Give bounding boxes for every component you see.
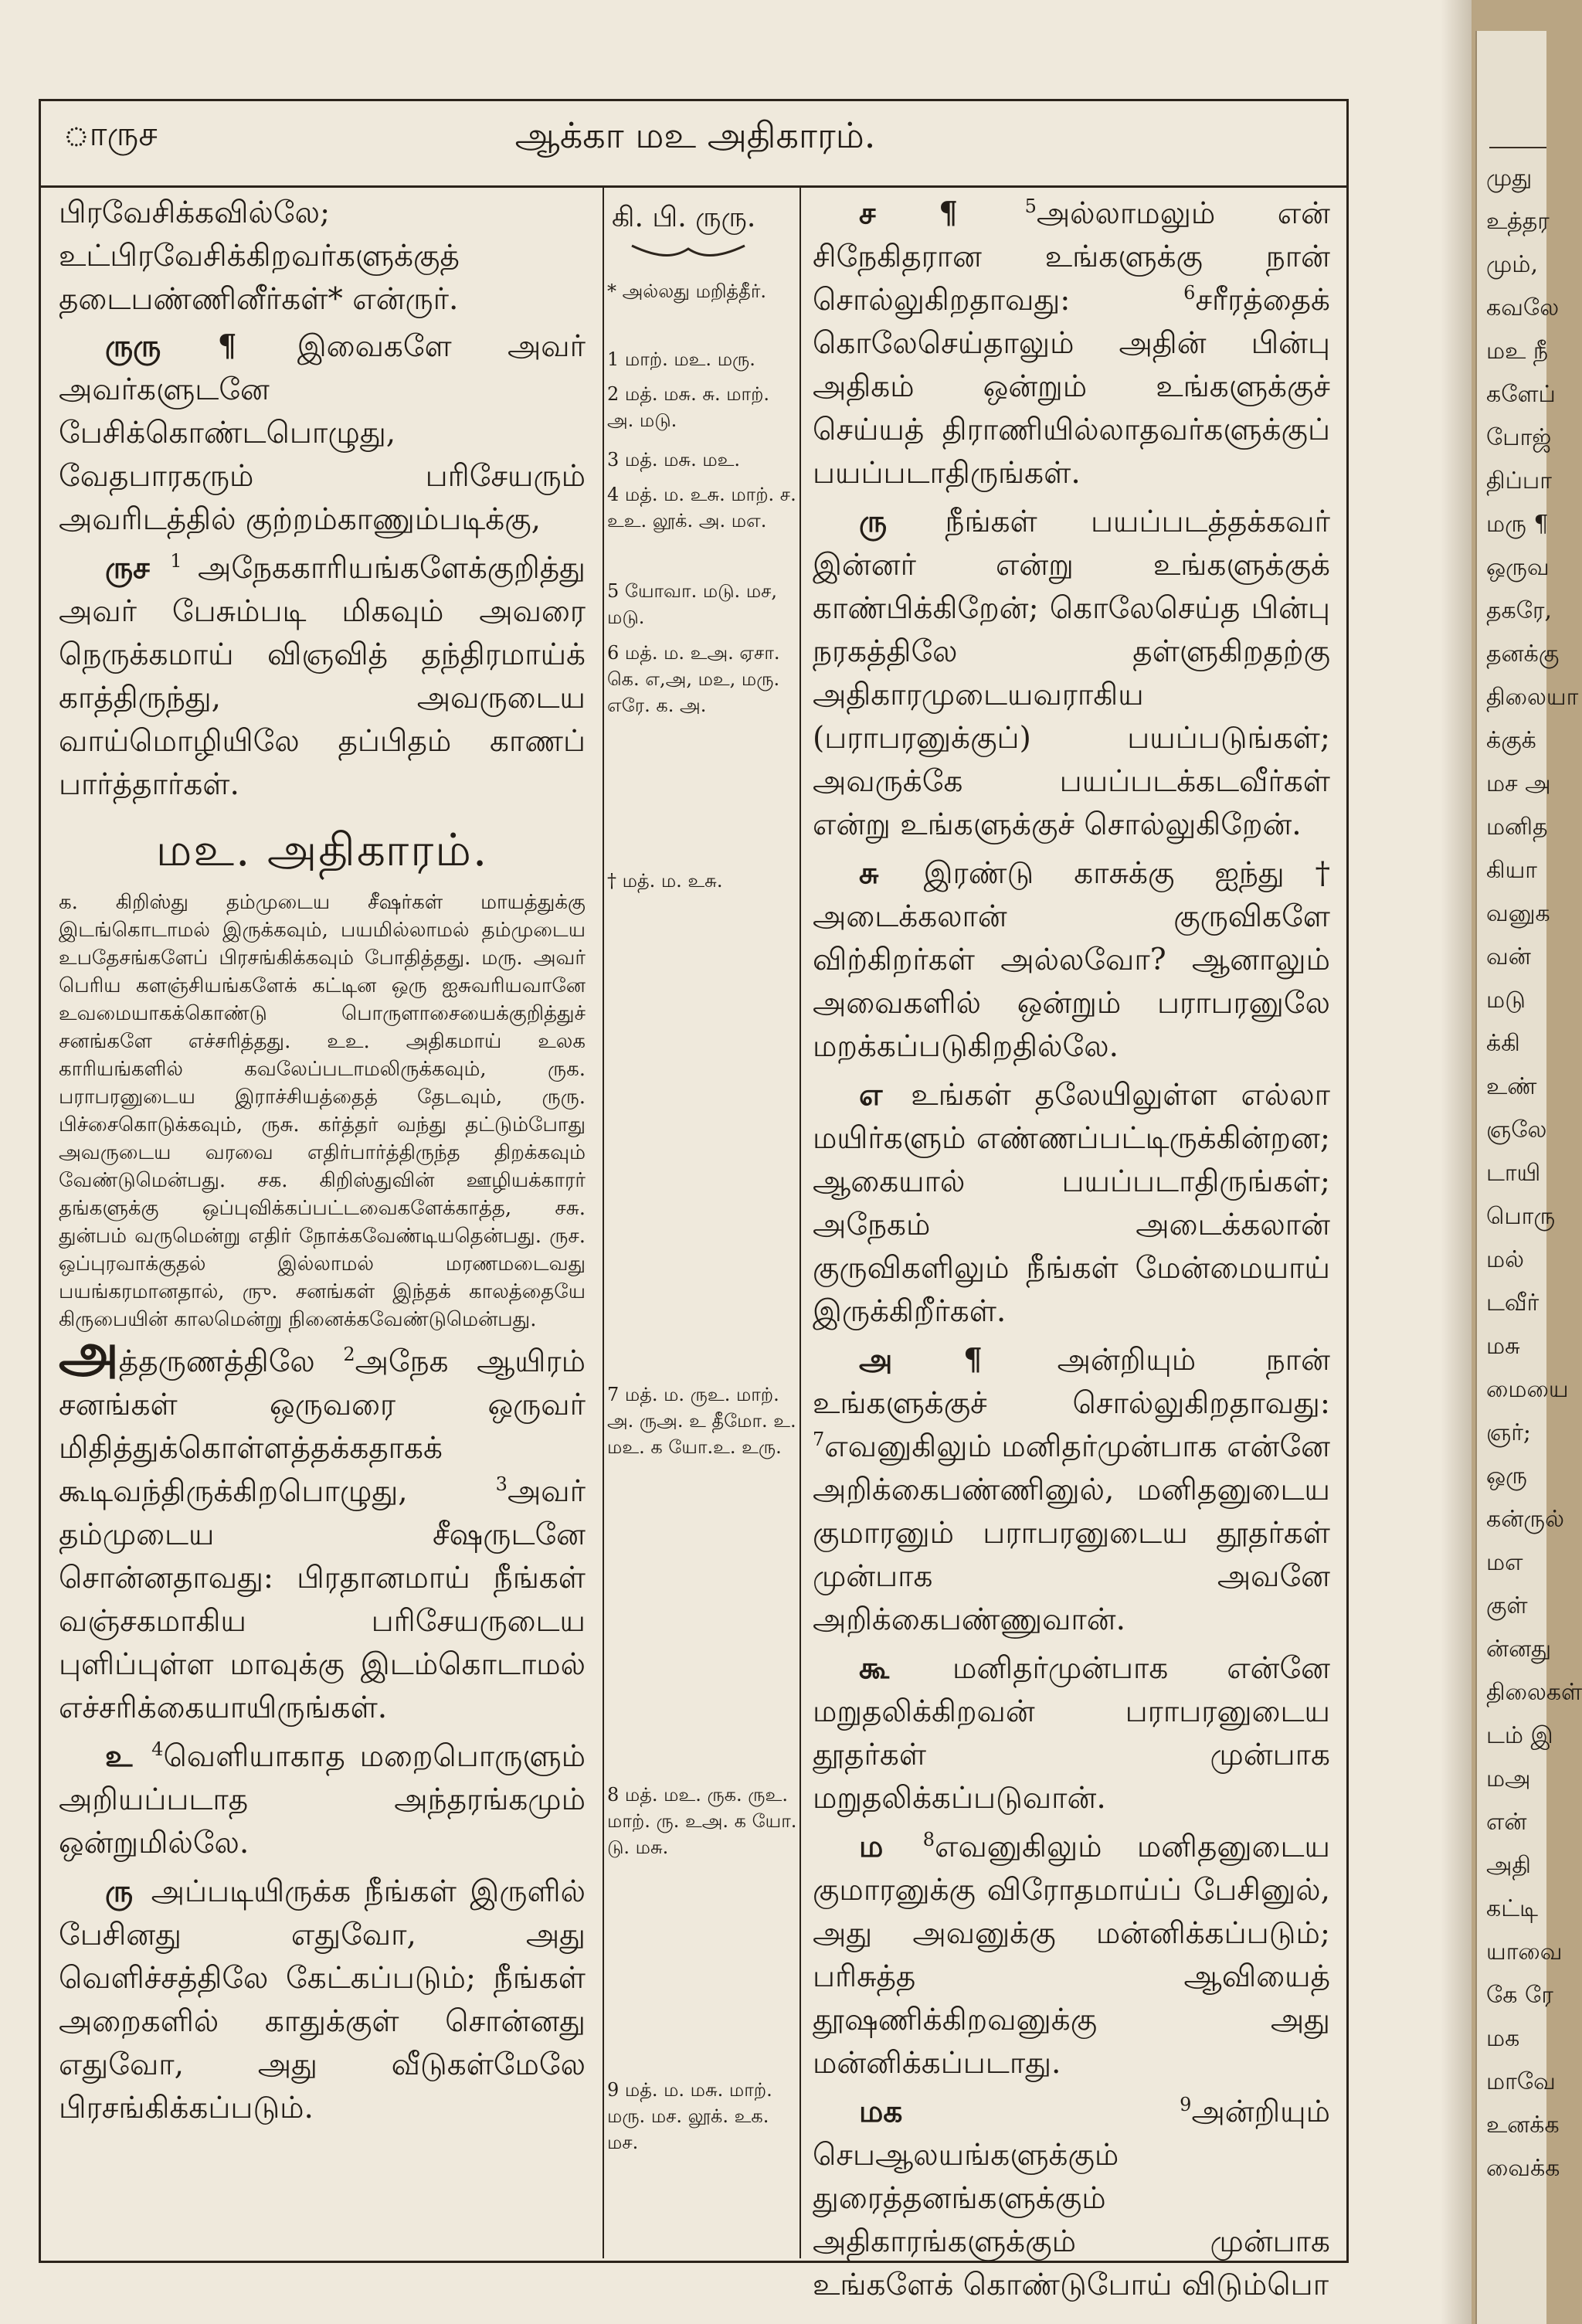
facing-page-fragment: மரு ¶ bbox=[1486, 511, 1549, 538]
verse-number: ரு bbox=[105, 1874, 134, 1909]
facing-page-fragment: ஒரு bbox=[1486, 1463, 1527, 1490]
verse-3 bbox=[59, 1870, 586, 2130]
facing-page-fragment: உனக்க bbox=[1486, 2112, 1560, 2139]
verse-7 bbox=[813, 1073, 1330, 1334]
facing-page-fragment: ஒருவ bbox=[1486, 554, 1550, 581]
facing-page-fragment: களேப் bbox=[1486, 381, 1556, 408]
facing-page-fragment: யாவை bbox=[1486, 1938, 1563, 1966]
verse-text: அல்லாமலும் என் சிநேகிதரான உங்களுக்கு நான் சொல்லுகிறதாவது: bbox=[813, 196, 1330, 318]
facing-page-fragment: திப்பா bbox=[1486, 467, 1552, 494]
facing-page-rule bbox=[1489, 147, 1546, 148]
facing-page-fragment: மஎ bbox=[1486, 1549, 1523, 1576]
reference-note: 3 மத். மசு. மஉ. bbox=[607, 449, 741, 471]
facing-page-fragment: அதி bbox=[1486, 1852, 1531, 1879]
facing-page-fragment: வனுக bbox=[1486, 900, 1550, 927]
facing-page-fragment: கே ரே bbox=[1486, 1982, 1553, 2009]
facing-page-fragment: திலையா bbox=[1486, 684, 1579, 711]
verse-53 bbox=[59, 324, 586, 542]
facing-page-fragment: போஜ் bbox=[1486, 424, 1552, 451]
page-number: ாருச bbox=[63, 114, 158, 154]
chapter-summary: க. கிறிஸ்து தம்முடைய சீஷர்கள் மாயத்துக்கு இடங்கொடாமல் இருக்கவும், பயமில்லாமல் தம்முடைய உபதேசங்களேப் பிரசங்கிக்கவும் போதித்தது. மரு. அவர் பெரிய களஞ்சியங்களேக் கட்டின ஒரு ஐசுவரியவானே உவமையாகக்கொண்டு பொருளாசையைக்குறித்துச் சனங்களே எச்சரித்தது. உஉ. அதிகமாய் உலக காரியங்களில் கவலேப்படாமலிருக்கவும், ருக. பராபரனுடைய இராச்சியத்தைத் தேடவும், ருரு. பிச்சைகொடுக்கவும், ருசு. கர்த்தர் வந்து தட்டும்போது அவருடைய வரவை எதிர்பார்த்திருந்த திறக்கவும் வேண்டுமென்பது. சக. கிறிஸ்துவின் ஊழியக்காரர் தங்களுக்கு ஒப்புவிக்கப்பட்டவைகளேக்காத்த, சசு. துன்பம் வருமென்று எதிர் நோக்கவேண்டியதென்பது. ருச. ஒப்புரவாக்குதல் இல்லாமல் மரணமடைவது பயங்கரமானதால், ருு. சனங்கள் இந்தக் காலத்தையே கிருபையின் காலமென்று நினைக்கவேண்டுமென்பது. bbox=[59, 891, 586, 1331]
reference-mark: 3 bbox=[495, 1473, 508, 1495]
facing-page-fragment: க்கி bbox=[1486, 1030, 1520, 1057]
facing-page-fragment: மையை bbox=[1486, 1376, 1569, 1403]
reference-note: 5 யோவா. மடு. மச, மடு. bbox=[607, 580, 778, 628]
verse-10 bbox=[813, 1825, 1330, 2085]
header-rule bbox=[39, 185, 1349, 188]
facing-page-fragment: என் bbox=[1486, 1809, 1527, 1836]
verse-54 bbox=[59, 546, 586, 807]
facing-page-fragment: மச அ bbox=[1486, 770, 1551, 797]
facing-page-fragment: டம் இ bbox=[1486, 1722, 1553, 1749]
verse-8 bbox=[813, 1338, 1330, 1642]
verse-number: ருரு ¶ bbox=[105, 328, 237, 364]
facing-page-fragment: கட்டி bbox=[1486, 1895, 1538, 1922]
facing-page-fragment: மாவே bbox=[1486, 2068, 1556, 2095]
verse-number: அ ¶ bbox=[859, 1342, 983, 1378]
facing-page-fragment: மும், bbox=[1486, 251, 1538, 278]
verse-text: எவனுகிலும் மனிதனுடைய குமாரனுக்கு விரோதமாய்ப் பேசினுல், அது அவனுக்கு மன்னிக்கப்படும்; பரிசுத்த ஆவியைத் தூஷணிக்கிறவனுக்கு அது மன்னிக்கப்படாது. bbox=[813, 1830, 1330, 2081]
verse-text: அநேககாரியங்களேக்குறித்து அவர் பேசும்படி மிகவும் அவரை நெருக்கமாய் விஞவித் தந்திரமாய்க் காத்திருந்து, அவருடைய வாய்மொழியிலே தப்பிதம் காணப் பார்த்தார்கள். bbox=[59, 551, 586, 802]
verse-11 bbox=[813, 2090, 1330, 2307]
reference-note: 2 மத். மசு. சு. மாற். அ. மடு. bbox=[607, 383, 770, 431]
verse-text: அன்றியும் செபஆலயங்களுக்கும் துரைத்தனங்களுக்கும் அதிகாரங்களுக்கும் முன்பாக உங்களேக் கொண்டுபோய் விடும்பொ bbox=[813, 2095, 1330, 2302]
verse-number: கூ bbox=[859, 1650, 890, 1686]
verse-text: அநேக ஆயிரம் சனங்கள் ஒருவரை ஒருவர் மிதித்துக்கொள்ளத்தக்கதாகக் கூடிவந்திருக்கிறபொழுது, bbox=[59, 1344, 586, 1509]
facing-page-fragment: மக bbox=[1486, 2025, 1520, 2052]
verse-number: எ bbox=[859, 1077, 883, 1113]
reference-note: 8 மத். மஉ. ருக. ருஉ. மாற். ரு. உஅ. க யோ. டு. மசு. bbox=[607, 1784, 797, 1858]
column-divider-left bbox=[603, 188, 604, 2258]
verse-number: உ bbox=[105, 1738, 133, 1774]
facing-page-fragment: கியா bbox=[1486, 857, 1537, 884]
facing-page-edge bbox=[1475, 31, 1582, 2324]
facing-page-fragment: உண் bbox=[1486, 1073, 1537, 1100]
verse-text: வெளியாகாத மறைபொருளும் அறியப்படாத அந்தரங்கமும் ஒன்றுமில்லே. bbox=[59, 1739, 586, 1860]
reference-mark: 7 bbox=[813, 1429, 825, 1450]
reference-mark: 4 bbox=[151, 1738, 164, 1760]
facing-page-fragment: வன் bbox=[1486, 943, 1531, 970]
reference-note: * அல்லது மறித்தீர். bbox=[607, 280, 766, 302]
verse-text: நீங்கள் பயப்படத்தக்கவர் இன்னர் என்று உங்களுக்குக் காண்பிக்கிறேன்; கொலேசெய்த பின்பு நரகத்திலே தள்ளுகிறதற்கு அதிகாரமுடையவராகிய (பராபரனுக்குப்) பயப்படுங்கள்; அவருக்கே பயப்படக்கடவீர்கள் என்று உங்களுக்குச் சொல்லுகிறேன். bbox=[813, 505, 1330, 842]
reference-note: 9 மத். ம. மசு. மாற். மரு. மச. லூக். உக. மச. bbox=[607, 2079, 772, 2153]
verse-2 bbox=[59, 1735, 586, 1865]
verse-text: அப்படியிருக்க நீங்கள் இருளில் பேசினது எதுவோ, அது வெளிச்சத்திலே கேட்கப்படும்; நீங்கள் அறைகளில் காதுக்குள் சொன்னது எதுவோ, அது வீடுகள்மேலே பிரசங்கிக்கப்படும். bbox=[59, 1874, 586, 2125]
verse-number: ரு bbox=[859, 504, 888, 539]
facing-page-fragment: திலைகள் bbox=[1486, 1679, 1582, 1706]
facing-page-fragment: தகரே, bbox=[1486, 597, 1553, 624]
facing-page-fragment: மல் bbox=[1486, 1246, 1525, 1273]
verse-text: இரண்டு காசுக்கு ஐந்து† அடைக்கலான் குருவிகளே விற்கிறர்கள் அல்லவோ? ஆனாலும் அவைகளில் ஒன்றும் பராபரனுலே மறக்கப்படுகிறதில்லே. bbox=[813, 856, 1330, 1064]
verse-number: ம bbox=[859, 1829, 884, 1864]
references-column bbox=[607, 192, 796, 2247]
reference-note: 1 மாற். மஉ. மரு. bbox=[607, 348, 755, 370]
facing-page-fragment: ஞர்; bbox=[1486, 1419, 1532, 1446]
reference-mark: 6 bbox=[1183, 282, 1196, 304]
reference-mark: 9 bbox=[1180, 2094, 1192, 2115]
facing-page-fragment: கன்ருல் bbox=[1486, 1506, 1564, 1533]
reference-note: 4 மத். ம. உசு. மாற். ச. உஉ. லூக். அ. மஎ. bbox=[607, 484, 796, 532]
facing-page-fragment: உத்தர bbox=[1486, 208, 1550, 235]
drop-cap: அ bbox=[59, 1320, 119, 1385]
reference-note: † மத். ம. உசு. bbox=[607, 870, 723, 892]
verse-1 bbox=[59, 1320, 586, 1730]
verse-9 bbox=[813, 1646, 1330, 1820]
running-title: ஆக்கா மஉ அதிகாரம். bbox=[514, 114, 876, 156]
right-text-column bbox=[813, 192, 1330, 2307]
gutter-shadow bbox=[1441, 0, 1472, 2324]
chapter-title: மஉ. அதிகாரம். bbox=[155, 824, 489, 876]
facing-page-fragment: மஅ bbox=[1486, 1765, 1531, 1792]
reference-mark: 5 bbox=[1024, 195, 1037, 217]
verse-text: சரீரத்தைக் கொலேசெய்தாலும் அதின் பின்பு அதிகம் ஒன்றும் உங்களுக்குச் செய்யத் திராணியில்லாதவர்களுக்குப் பயப்படாதிருங்கள். bbox=[813, 283, 1330, 491]
verse-5 bbox=[813, 500, 1330, 847]
verse-text: த்தருணத்திலே bbox=[118, 1344, 315, 1379]
verse-number: ருச bbox=[105, 550, 150, 586]
continuation-text: பிரவேசிக்கவில்லே; உட்பிரவேசிக்கிறவர்களுக்குத் தடைபண்ணினீர்கள்* என்ருர். bbox=[59, 195, 460, 317]
reference-mark: 8 bbox=[922, 1829, 935, 1850]
facing-page-fragment: வைக்க bbox=[1486, 2155, 1560, 2182]
year-heading: கி. பி. ருரு. bbox=[612, 202, 756, 233]
verse-number: சு bbox=[859, 855, 879, 891]
reference-note: 7 மத். ம. ருஉ. மாற். அ. ருஅ. உ தீமோ. உ. மஉ. க யோ.உ. உரு. bbox=[607, 1384, 796, 1458]
facing-page-fragment: குள் bbox=[1486, 1592, 1528, 1619]
facing-page-fragment: க்குக் bbox=[1486, 727, 1536, 754]
facing-page-fragment: மசு bbox=[1486, 1333, 1520, 1360]
verse-6 bbox=[813, 851, 1330, 1069]
reference-mark: 1 bbox=[170, 550, 182, 572]
reference-mark: 2 bbox=[343, 1344, 355, 1365]
verse-text: உங்கள் தலேயிலுள்ள எல்லா மயிர்களும் எண்ணப்பட்டிருக்கின்றன; ஆகையால் பயப்படாதிருங்கள்; அநேகம் அடைக்கலான் குருவிகளிலும் நீங்கள் மேன்மையாய் இருக்கிறீர்கள். bbox=[813, 1078, 1330, 1329]
facing-page-fragment: தனக்கு bbox=[1486, 640, 1560, 668]
verse-4 bbox=[813, 192, 1330, 495]
facing-page-fragment: டவீர் bbox=[1486, 1289, 1540, 1317]
ornament-swash-icon bbox=[630, 243, 746, 258]
reference-note: 6 மத். ம. உஅ. ஏசா. கெ. எ,அ, மஉ, மரு. எரே. க. அ. bbox=[607, 642, 780, 716]
facing-page-fragment: மனித bbox=[1486, 814, 1548, 841]
facing-page-fragment: மடு bbox=[1486, 987, 1526, 1014]
facing-page-fragment: ஞலே bbox=[1486, 1116, 1547, 1143]
verse-number: மக bbox=[859, 2094, 903, 2129]
verse-text: எவனுகிலும் மனிதர்முன்பாக என்னே அறிக்கைபண்ணினுல், மனிதனுடைய குமாரனும் பராபரனுடைய தூதர்கள் முன்பாக அவனே அறிக்கைபண்ணுவான். bbox=[813, 1429, 1330, 1637]
facing-page-fragment: டாயி bbox=[1486, 1160, 1541, 1187]
verse-text: இவைகளே அவர் அவர்களுடனே பேசிக்கொண்டபொழுது, வேதபாரகரும் பரிசேயரும் அவரிடத்தில் குற்றம்காணும்படிக்கு, bbox=[59, 329, 586, 537]
facing-page-fragment: பொரு bbox=[1486, 1203, 1556, 1230]
verse-text: அவர் தம்முடைய சீஷருடனே சொன்னதாவது: பிரதானமாய் நீங்கள் வஞ்சகமாகிய பரிசேயருடைய புளிப்புள்ள மாவுக்கு இடம்கொடாமல் எச்சரிக்கையாயிருங்கள். bbox=[59, 1474, 586, 1725]
left-text-column bbox=[59, 192, 586, 2130]
facing-page-fragment: கவலே bbox=[1486, 294, 1560, 321]
verse-text: அன்றியும் நான் உங்களுக்குச் சொல்லுகிறதாவது: bbox=[813, 1343, 1330, 1421]
verse-text: மனிதர்முன்பாக என்னே மறுதலிக்கிறவன் பராபரனுடைய தூதர்கள் முன்பாக மறுதலிக்கப்படுவான். bbox=[813, 1651, 1330, 1816]
facing-page-fragment: மஉ நீ bbox=[1486, 338, 1549, 365]
facing-page-fragment: முது bbox=[1486, 165, 1533, 192]
facing-page-fragment: ன்னது bbox=[1486, 1636, 1552, 1663]
verse-number: ச ¶ bbox=[859, 195, 959, 231]
